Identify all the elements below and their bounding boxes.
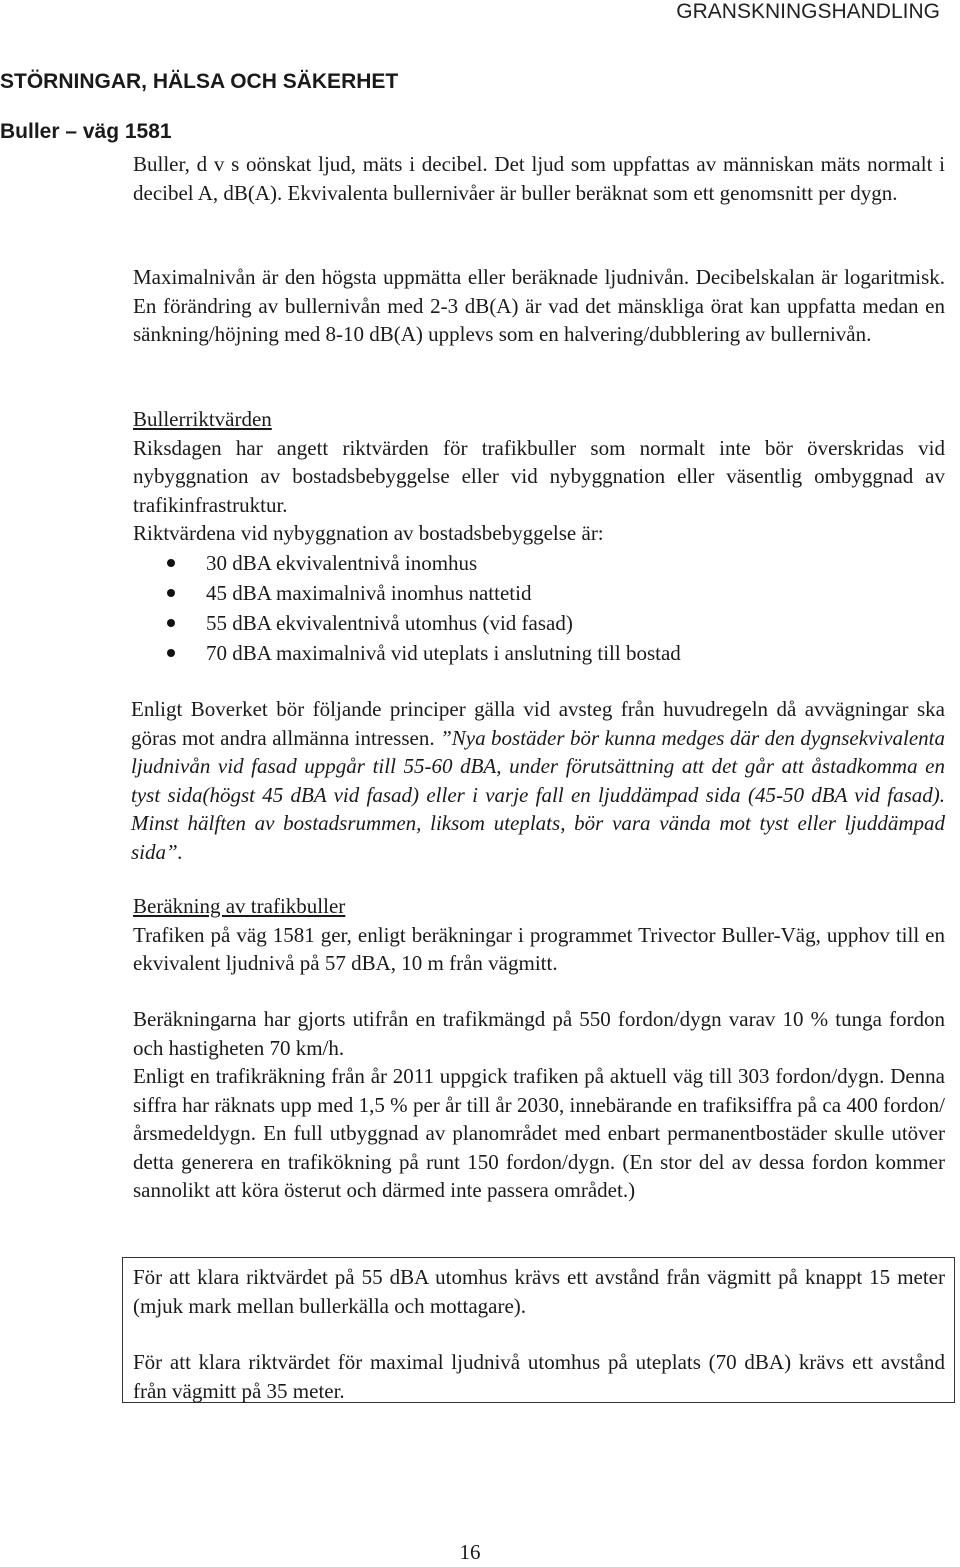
list-item: 70 dBA maximalnivå vid uteplats i anslutning till bostad [163, 638, 681, 668]
boverket-text: Enligt Boverket bör följande principer gälla vid avsteg från huvudregeln då avvägningar ska göras mot andra allmänna intressen. [131, 697, 945, 750]
riktvarden-paragraph: Riksdagen har angett riktvärden för trafikbuller som normalt inte bör överskridas vid nybyggnation av bostadsbebyggelse eller vid nybyggnation eller väsentlig ombyggnad av trafikinfrastruktur. [133, 435, 945, 517]
berakning-paragraph-2: Beräkningarna har gjorts utifrån en trafikmängd på 550 fordon/dygn varav 10 % tunga fordon och hastigheten 70 km/h. [133, 1007, 945, 1060]
intro-paragraph-2: Maximalnivån är den högsta uppmätta eller beräknade ljudnivån. Decibelskalan är logaritmisk. En förändring av bullernivån med 2-3 dB(A) är vad det mänskliga örat kan uppfatta medan en sänkning/höjning med 8-10 dB(A) upplevs som en halvering/dubblering av bullernivån. [133, 265, 945, 346]
list-item: 45 dBA maximalnivå inomhus nattetid [163, 578, 681, 608]
riktvarden-heading: Bullerriktvärden [133, 407, 272, 431]
list-item: 30 dBA ekvivalentnivå inomhus [163, 548, 681, 578]
list-item: 55 dBA ekvivalentnivå utomhus (vid fasad) [163, 608, 681, 638]
bullet-icon [167, 649, 175, 657]
riktvarden-intro-line: Riktvärdena vid nybyggnation av bostadsbebyggelse är: [133, 521, 604, 545]
berakning-heading: Beräkning av trafikbuller [133, 894, 346, 918]
bullet-icon [167, 589, 175, 597]
berakning-paragraph-1: Trafiken på väg 1581 ger, enligt beräkningar i programmet Trivector Buller-Väg, upphov till en ekvivalent ljudnivå på 57 dBA, 10 m från vägmitt. [133, 922, 945, 975]
section-title: STÖRNINGAR, HÄLSA OCH SÄKERHET [0, 70, 399, 93]
intro-paragraph-1: Buller, d v s oönskat ljud, mäts i decibel. Det ljud som uppfattas av människan mäts normalt i decibel A, dB(A). Ekvivalenta bullernivåer är buller beräknat som ett genomsnitt per dygn. [133, 152, 945, 205]
conclusion-paragraph-2: För att klara riktvärdet för maximal ljudnivå utomhus på uteplats (70 dBA) krävs ett avstånd från vägmitt på 35 meter. [133, 1350, 945, 1403]
page-number: 16 [459, 1540, 481, 1564]
boverket-paragraph [131, 695, 945, 866]
conclusion-paragraph-1: För att klara riktvärdet på 55 dBA utomhus krävs ett avstånd från vägmitt på knappt 15 meter (mjuk mark mellan bullerkälla och mottagare). [133, 1265, 945, 1318]
berakning-paragraph-3: Enligt en trafikräkning från år 2011 uppgick trafiken på aktuell väg till 303 fordon/dygn. Denna siffra har räknats upp med 1,5 % per år till år 2030, innebärande en trafiksiffra på ca 400 fordon/årsmedeldygn. En full utbyggnad av planområdet med enbart permanentbostäder skulle utöver detta generera en trafikökning på runt 150 fordon/dygn. (En stor del av dessa fordon kommer sannolikt att köra österut och därmed inte passera området.) [133, 1064, 945, 1202]
document-status-header: GRANSKNINGSHANDLING [676, 0, 940, 23]
bullet-icon [167, 619, 175, 627]
riktvarden-section [133, 405, 945, 548]
riktvarden-list [163, 548, 681, 668]
conclusion-box [122, 1257, 955, 1403]
berakning-section [133, 892, 945, 978]
subheading: Buller – väg 1581 [0, 120, 172, 143]
bullet-icon [167, 559, 175, 567]
boverket-quote: ”Nya bostäder bör kunna medges där den dygnsekvivalenta ljudnivån vid fasad uppgår till 55-60 dBA, under förutsättning att det går att åstadkomma en tyst sida(högst 45 dBA vid fasad) eller i varje fall en ljuddämpad sida (45-50 dBA vid fasad). Minst hälften av bostadsrummen, liksom uteplats, bör vara vända mot tyst eller ljuddämpad sida”. [131, 725, 945, 864]
